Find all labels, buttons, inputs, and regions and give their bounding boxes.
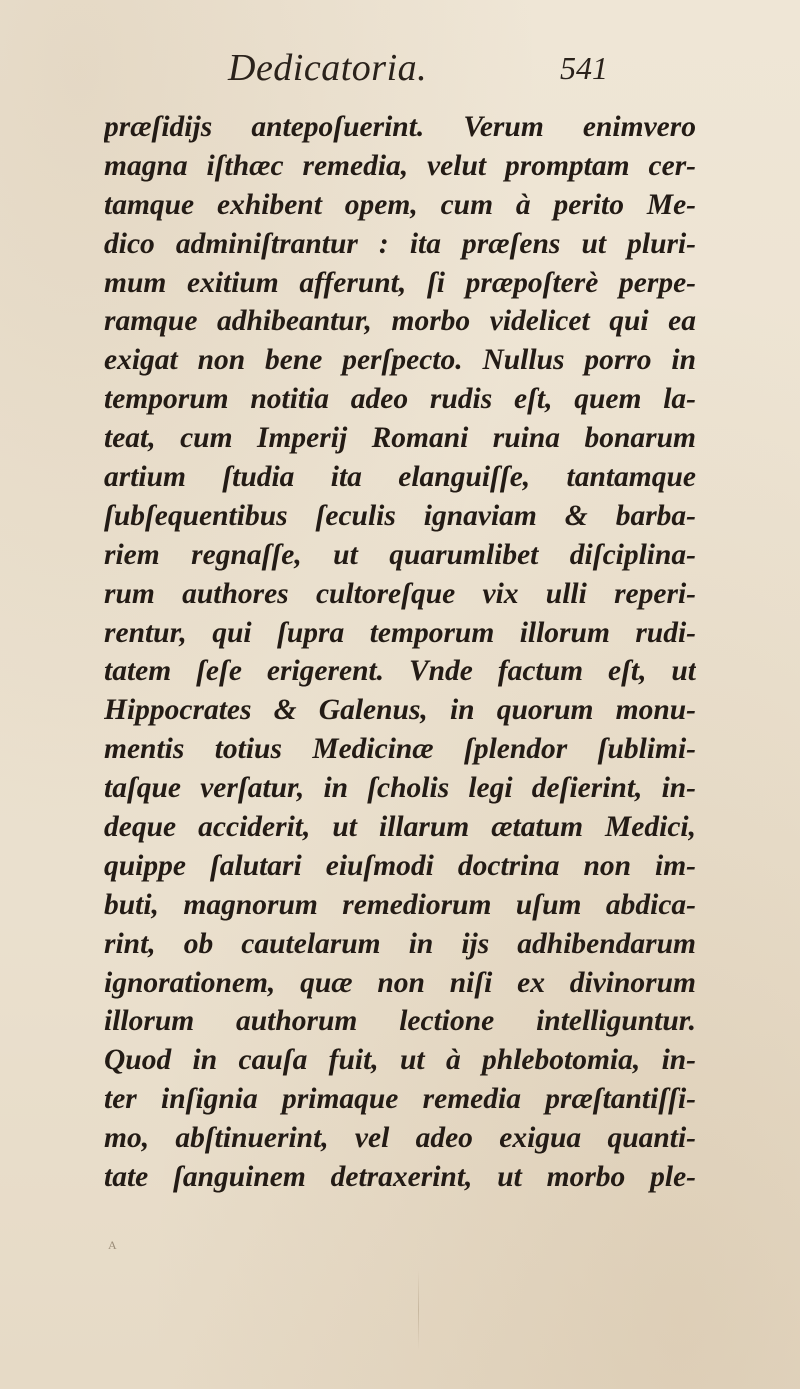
text-line: magna iſthæc remedia, velut promptam cer- — [104, 149, 696, 182]
paper-fold-mark — [418, 1270, 419, 1350]
text-line: temporum notitia adeo rudis eſt, quem la- — [104, 383, 696, 416]
text-line: præſidijs antepoſuerint. Verum enimvero — [104, 111, 696, 143]
text-line: deque acciderit, ut illarum ætatum Medici, — [104, 811, 696, 844]
text-line: illorum authorum lectione intelliguntur. — [104, 1005, 696, 1038]
text-line: taſque verſatur, in ſcholis legi deſierint, in- — [104, 772, 696, 805]
text-line: rentur, qui ſupra temporum illorum rudi- — [104, 616, 696, 649]
text-line: teat, cum Imperij Romani ruina bonarum — [104, 422, 696, 455]
text-line: rum authores cultoreſque vix ulli reperi- — [104, 577, 696, 610]
text-line: tate ſanguinem detraxerint, ut morbo ple- — [104, 1161, 696, 1194]
body-text — [104, 108, 696, 1197]
text-line: dico adminiſtrantur : ita præſens ut pluri- — [104, 227, 696, 260]
text-line: tamque exhibent opem, cum à perito Me- — [104, 188, 696, 221]
text-line: buti, magnorum remediorum uſum abdica- — [104, 888, 696, 921]
text-line: mum exitium afferunt, ſi præpoſterè perpe- — [104, 266, 696, 299]
page-header — [0, 42, 800, 112]
text-line: ignorationem, quæ non niſi ex divinorum — [104, 966, 696, 999]
text-line: artium ſtudia ita elanguiſſe, tantamque — [104, 461, 696, 494]
text-line: riem regnaſſe, ut quarumlibet diſciplina- — [104, 538, 696, 571]
text-line: rint, ob cautelarum in ijs adhibendarum — [104, 927, 696, 960]
text-line: exigat non bene perſpecto. Nullus porro in — [104, 344, 696, 377]
running-title: Dedicatoria. — [228, 47, 428, 89]
text-line: tatem ſeſe erigerent. Vnde factum eſt, ut — [104, 655, 696, 688]
text-line: Quod in cauſa fuit, ut à phlebotomia, in- — [104, 1044, 696, 1077]
page-number: 541 — [560, 50, 608, 86]
text-line: mo, abſtinuerint, vel adeo exigua quanti- — [104, 1122, 696, 1155]
signature-mark: A — [108, 1238, 117, 1252]
text-line: ter inſignia primaque remedia præſtantiſſi- — [104, 1083, 696, 1116]
text-line: mentis totius Medicinæ ſplendor ſublimi- — [104, 733, 696, 766]
text-line: Hippocrates & Galenus, in quorum monu- — [104, 694, 696, 727]
text-line: quippe ſalutari eiuſmodi doctrina non im- — [104, 849, 696, 882]
text-line: ramque adhibeantur, morbo videlicet qui ea — [104, 305, 696, 338]
text-line: ſubſequentibus ſeculis ignaviam & barba- — [104, 499, 696, 532]
